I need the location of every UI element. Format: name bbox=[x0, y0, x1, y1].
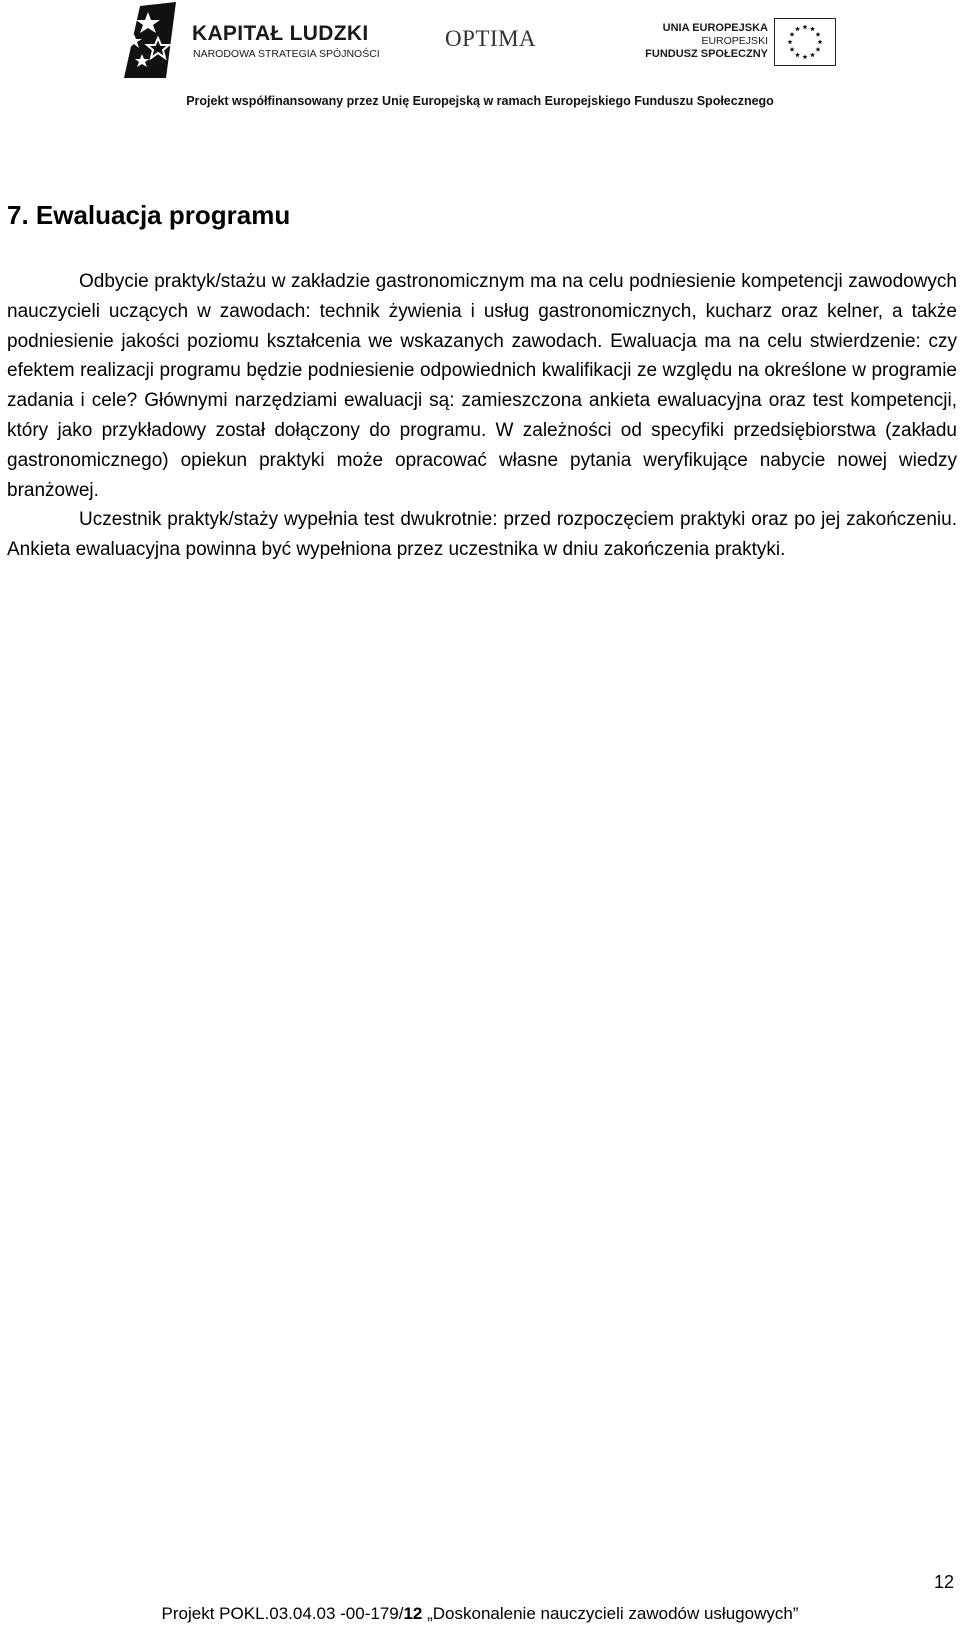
eu-star-icon bbox=[816, 47, 821, 52]
paragraph: Odbycie praktyk/stażu w zakładzie gastronomicznym ma na celu podniesienie kompetencji zawodowych nauczycieli uczących w zawodach: technik żywienia i usług gastronomicznych, kucharz oraz kelner, a także podniesienie jakości poziomu kształcenia we wskazanych zawodach. Ewaluacja ma na celu stwierdzenie: czy efektem realizacji programu będzie podniesienie odpowiednich kwalifikacji ze względu na określone w programie zadania i cele? Głównymi narzędziami ewaluacji są: zamieszczona ankieta ewaluacyjna oraz test kompetencji, który jako przykładowy został dołączony do programu. W zależności od specyfiki przedsiębiorstwa (zakładu gastronomicznego) opiekun praktyki może opracować własne pytania weryfikujące nabycie nowej wiedzy branżowej. bbox=[7, 271, 957, 501]
eu-star-icon bbox=[803, 54, 808, 59]
document-header bbox=[0, 0, 960, 115]
page-number: 12 bbox=[933, 1572, 954, 1592]
eu-logo-line1: UNIA EUROPEJSKA bbox=[662, 22, 768, 34]
project-footer bbox=[0, 1604, 960, 1624]
eu-star-icon bbox=[795, 26, 800, 31]
project-footer-number: 12 bbox=[403, 1604, 423, 1623]
eu-star-icon bbox=[816, 32, 821, 37]
eu-flag-icon bbox=[774, 18, 836, 66]
eu-logo-line2: EUROPEJSKI bbox=[701, 35, 768, 47]
eu-logo bbox=[636, 18, 836, 68]
kapital-ludzki-subtitle: NARODOWA STRATEGIA SPÓJNOŚCI bbox=[193, 48, 380, 60]
eu-star-icon bbox=[790, 32, 795, 37]
project-footer-prefix: Projekt POKL.03.04.03 -00-179/ bbox=[161, 1604, 404, 1623]
kapital-ludzki-emblem-icon bbox=[118, 2, 188, 78]
eu-star-icon bbox=[788, 39, 793, 44]
cofinancing-note: Projekt współfinansowany przez Unię Europejską w ramach Europejskiego Funduszu Społecznego bbox=[186, 94, 774, 108]
eu-star-icon bbox=[818, 39, 823, 44]
eu-star-icon bbox=[795, 52, 800, 57]
section-body bbox=[7, 267, 957, 565]
eu-star-icon bbox=[810, 52, 815, 57]
eu-logo-line3: FUNDUSZ SPOŁECZNY bbox=[645, 48, 768, 60]
optima-logo: OPTIMA bbox=[445, 26, 537, 51]
section-heading: 7. Ewaluacja programu bbox=[7, 200, 291, 230]
kapital-ludzki-logo bbox=[118, 2, 380, 78]
paragraph: Uczestnik praktyk/staży wypełnia test dwukrotnie: przed rozpoczęciem praktyki oraz po jej zakończeniu. Ankieta ewaluacyjna powinna być wypełniona przez uczestnika w dniu zakończenia praktyki. bbox=[7, 509, 957, 561]
project-footer-title: „Doskonalenie nauczycieli zawodów usługowych” bbox=[422, 1604, 799, 1623]
eu-star-icon bbox=[810, 26, 815, 31]
eu-logo-text bbox=[645, 22, 768, 61]
eu-star-icon bbox=[790, 47, 795, 52]
kapital-ludzki-title: KAPITAŁ LUDZKI bbox=[192, 22, 369, 45]
eu-star-icon bbox=[803, 24, 808, 29]
